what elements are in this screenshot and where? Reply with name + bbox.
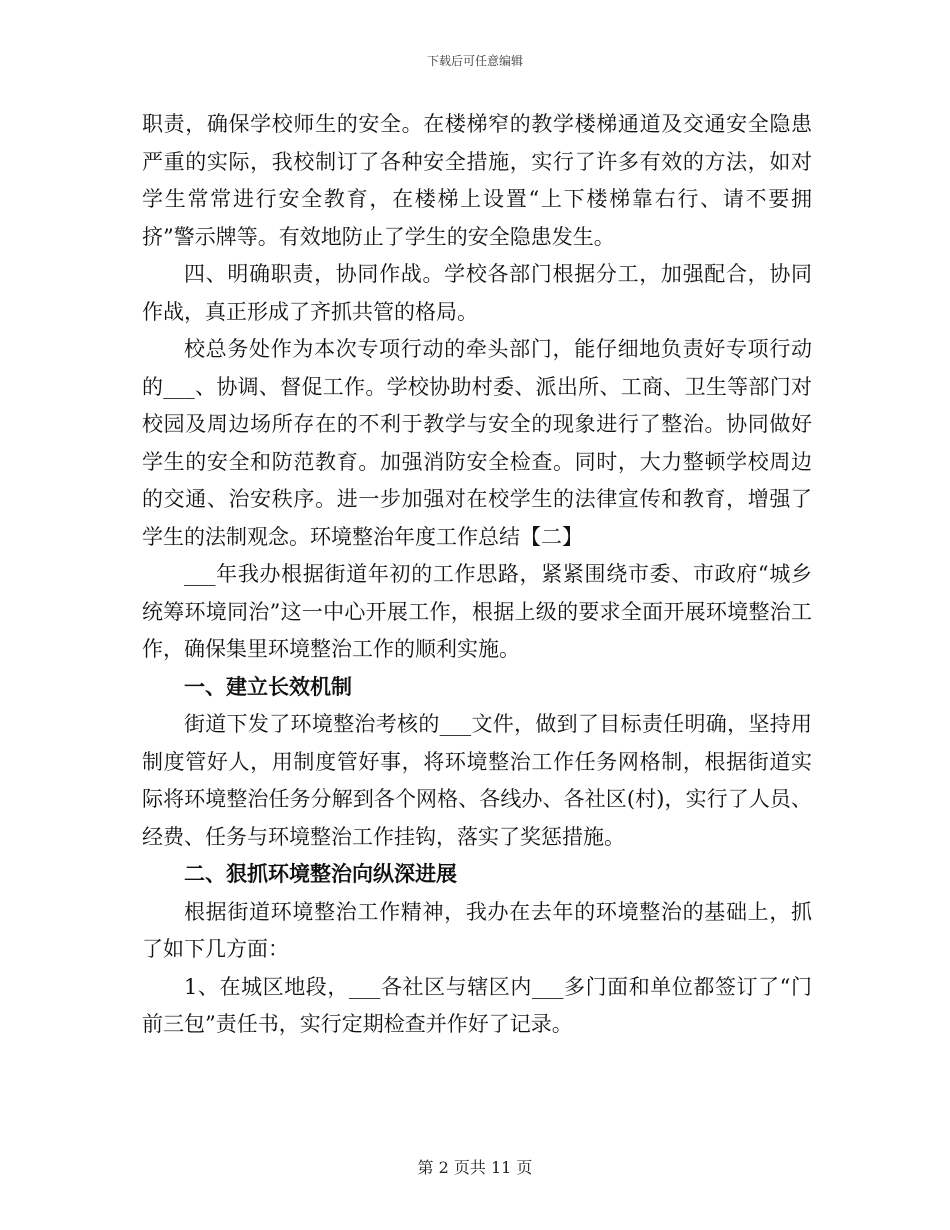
document-body bbox=[142, 106, 812, 1044]
paragraph-annual-intro: ___年我办根据街道年初的工作思路，紧紧围绕市委、市政府“城乡统筹环境同治”这一中心开展工作，根据上级的要求全面开展环境整治工作，确保集里环境整治工作的顺利实施。 bbox=[142, 562, 812, 661]
heading-deepen: 二、狠抓环境整治向纵深进展 bbox=[184, 862, 457, 886]
paragraph-section-four: 四、明确职责，协同作战。学校各部门根据分工，加强配合，协同作战，真正形成了齐抓共管的格局。 bbox=[142, 262, 812, 324]
heading-mechanism: 一、建立长效机制 bbox=[184, 674, 352, 699]
paragraph-continuation: 职责，确保学校师生的安全。在楼梯窄的教学楼梯通道及交通安全隐患严重的实际，我校制订了各种安全措施，实行了许多有效的方法，如对学生常常进行安全教育，在楼梯上设置“上下楼梯靠右行、请不要拥挤”警示牌等。有效地防止了学生的安全隐患发生。 bbox=[142, 112, 812, 249]
paragraph-mechanism: 街道下发了环境整治考核的___文件，做到了目标责任明确，坚持用制度管好人，用制度管好事，将环境整治工作任务网格制，根据街道实际将环境整治任务分解到各个网格、各线办、各社区(村)，实行了人员、经费、任务与环境整治工作挂钩，落实了奖惩措施。 bbox=[142, 712, 812, 849]
paragraph-deepen-intro: 根据街道环境整治工作精神，我办在去年的环境整治的基础上，抓了如下几方面： bbox=[142, 899, 812, 961]
paragraph-general-affairs: 校总务处作为本次专项行动的牵头部门，能仔细地负责好专项行动的___、协调、督促工作。学校协助村委、派出所、工商、卫生等部门对校园及周边场所存在的不利于教学与安全的现象进行了整治。协同做好学生的安全和防范教育。加强消防安全检查。同时，大力整顿学校周边的交通、治安秩序。进一步加强对在校学生的法律宣传和教育，增强了学生的法制观念。环境整治年度工作总结【二】 bbox=[142, 337, 812, 549]
paragraph-item-one: 1、在城区地段，___各社区与辖区内___多门面和单位都签订了“门前三包”责任书，实行定期检查并作好了记录。 bbox=[142, 974, 812, 1036]
page-number: 第 2 页共 11 页 bbox=[417, 1158, 533, 1177]
page-header: 下载后可任意编辑 bbox=[426, 54, 523, 68]
